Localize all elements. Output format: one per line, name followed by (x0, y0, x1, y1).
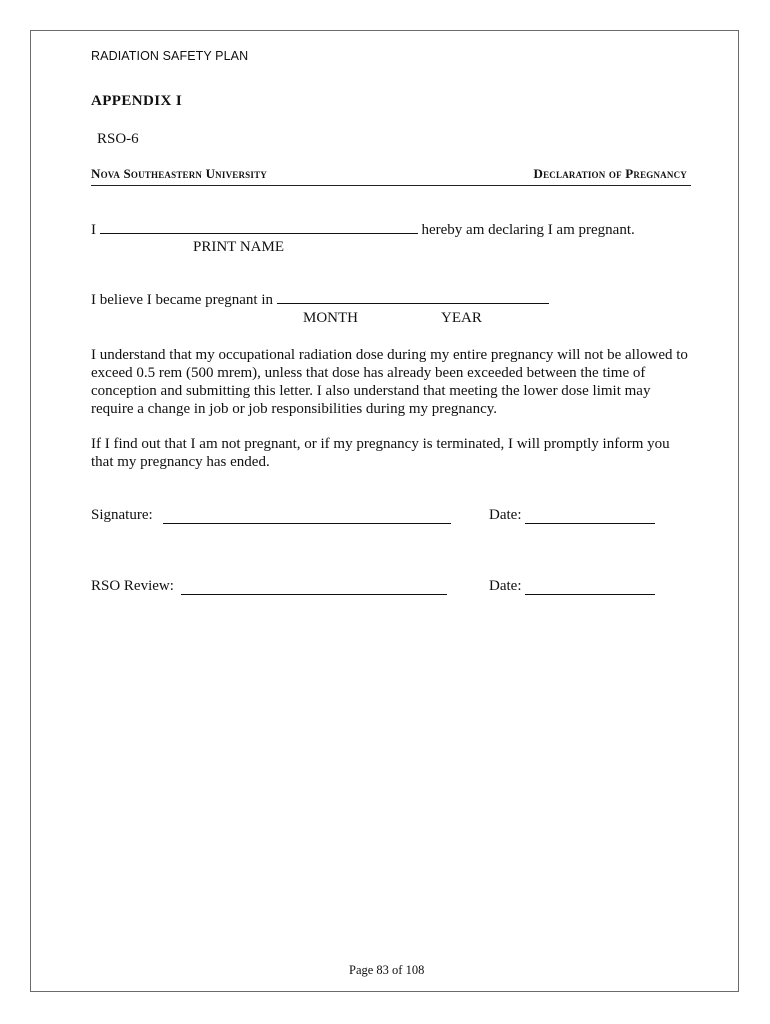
year-caption: YEAR (441, 310, 482, 326)
termination-paragraph: If I find out that I am not pregnant, or if my pregnancy is terminated, I will promptly inform you that my pregnancy has ended. (91, 436, 670, 470)
declaration-line (91, 221, 635, 239)
form-id: RSO-6 (97, 131, 139, 147)
pregnancy-date-line (91, 291, 549, 309)
running-header: RADIATION SAFETY PLAN (91, 49, 249, 63)
rso-review-field[interactable] (181, 582, 447, 595)
signature-date-field[interactable] (525, 511, 655, 524)
rso-review-label: RSO Review: (91, 578, 174, 594)
declaration-prefix: I (91, 222, 96, 238)
month-caption: MONTH (303, 310, 358, 326)
rso-review-date-label: Date: (489, 578, 522, 594)
month-year-field[interactable] (277, 291, 549, 304)
signature-date-label: Date: (489, 507, 522, 523)
print-name-caption: PRINT NAME (193, 239, 284, 255)
signature-field[interactable] (163, 511, 451, 524)
institution-name: Nova Southeastern University (91, 166, 267, 181)
rso-review-date-field[interactable] (525, 582, 655, 595)
dose-paragraph: I understand that my occupational radiation dose during my entire pregnancy will not be allowed to exceed 0.5 rem (500 mrem), unless that dose has already been exceeded between the time of conception and submitting this letter. I also understand that meeting the lower dose limit may require a change in job or job responsibilities during my pregnancy. (91, 347, 688, 417)
appendix-title: APPENDIX I (91, 93, 183, 109)
signature-label: Signature: (91, 507, 153, 523)
form-heading-row (91, 165, 691, 186)
signature-row (91, 507, 153, 524)
print-name-field[interactable] (100, 221, 418, 234)
pregnancy-date-prefix: I believe I became pregnant in (91, 292, 273, 308)
declaration-suffix: hereby am declaring I am pregnant. (421, 222, 635, 238)
page-footer: Page 83 of 108 (349, 963, 425, 977)
document-page (30, 30, 739, 992)
form-title: Declaration of Pregnancy (533, 166, 687, 181)
